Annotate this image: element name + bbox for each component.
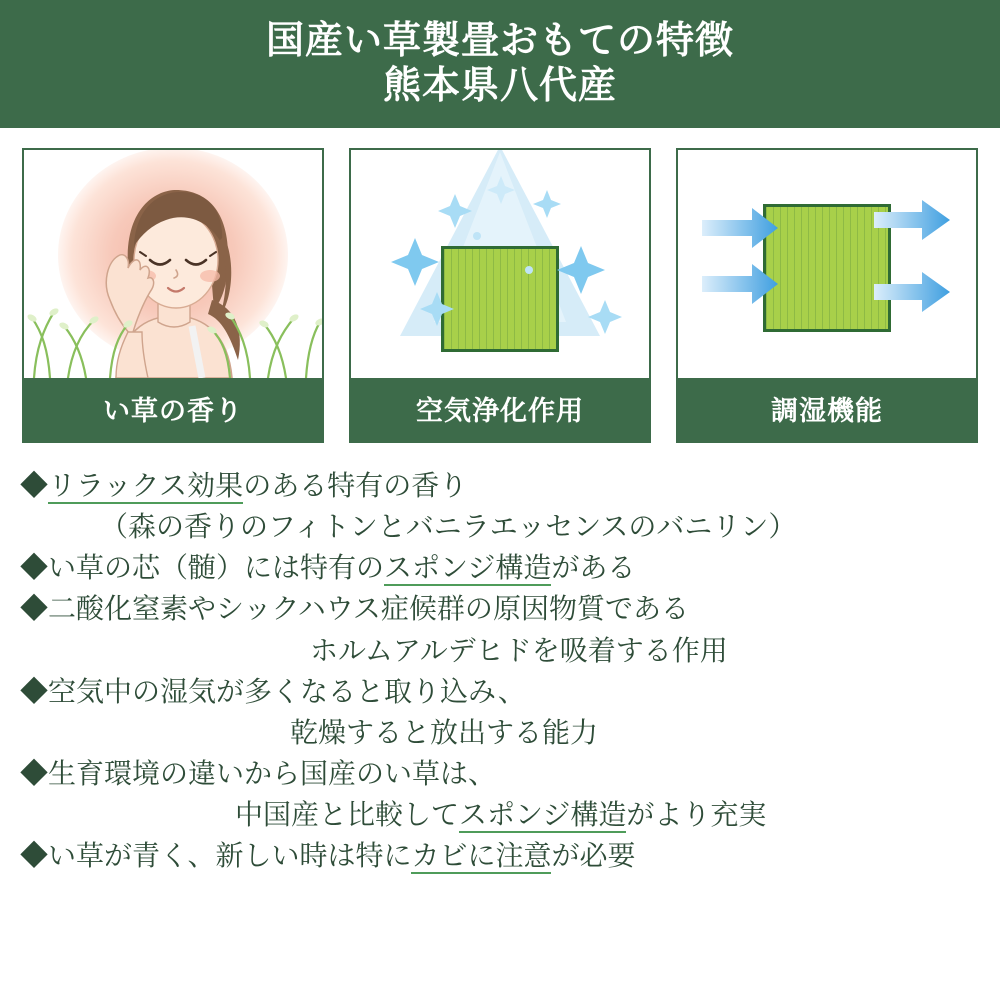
feature-text: のある特有の香り [243, 470, 468, 501]
card-caption-humidity: 調湿機能 [678, 378, 976, 441]
feature-line [20, 547, 980, 588]
airflow-arrows-icon [678, 150, 976, 378]
card-caption-air-purification: 空気浄化作用 [351, 378, 649, 441]
feature-line [20, 506, 980, 547]
page-title-line-2: 熊本県八代産 [382, 65, 617, 107]
feature-card-humidity [676, 148, 978, 443]
bullet-icon: ◆ [20, 840, 49, 872]
feature-line [20, 465, 980, 506]
bullet-icon: ◆ [20, 758, 49, 790]
feature-text: ホルムアルデヒドを吸着する作用 [310, 634, 728, 666]
sparkle-group-icon [351, 150, 649, 378]
highlighted-text: スポンジ構造 [459, 799, 626, 833]
feature-text: い草が青く、新しい時は特に [48, 840, 412, 872]
humidity-illustration [678, 150, 976, 378]
feature-text: （森の香りのフィトンとバニラエッセンスのバニリン） [100, 511, 797, 543]
feature-text: い草の芯（髄）には特有の [48, 552, 385, 584]
feature-line [20, 753, 980, 794]
feature-card-scent [22, 148, 324, 443]
grass-decoration-icon [24, 288, 322, 378]
highlighted-text: カビに注意 [411, 840, 551, 874]
feature-text: 空気中の湿気が多くなると取り込み、 [48, 675, 526, 707]
feature-card-list [0, 128, 1000, 443]
page-title-line-1: 国産い草製畳おもての特徴 [265, 20, 734, 63]
bullet-icon: ◆ [20, 593, 49, 625]
feature-text: がより充実 [626, 799, 767, 831]
feature-description-list [0, 443, 1000, 877]
feature-text: がある [551, 552, 636, 584]
feature-text: 中国産と比較して [235, 799, 460, 831]
feature-text: 二酸化窒素やシックハウス症候群の原因物質である [48, 593, 689, 625]
bullet-icon: ◆ [20, 552, 49, 584]
air-purification-illustration [351, 150, 649, 378]
bullet-icon: ◆ [20, 675, 49, 707]
highlighted-text: スポンジ構造 [384, 552, 551, 586]
highlighted-text: リラックス効果 [48, 470, 243, 504]
feature-line [20, 671, 980, 712]
feature-line [20, 630, 980, 671]
card-caption-scent: い草の香り [24, 378, 322, 441]
scent-illustration [24, 150, 322, 378]
feature-text: 乾燥すると放出する能力 [290, 716, 599, 748]
bullet-icon: ◆ [20, 470, 49, 501]
page-header [0, 0, 1000, 128]
feature-line [20, 835, 980, 876]
feature-text: 生育環境の違いから国産のい草は、 [48, 758, 497, 790]
feature-card-air-purification [349, 148, 651, 443]
feature-line [20, 588, 980, 629]
feature-text: が必要 [551, 840, 636, 872]
feature-line [20, 712, 980, 753]
feature-line [20, 794, 980, 835]
